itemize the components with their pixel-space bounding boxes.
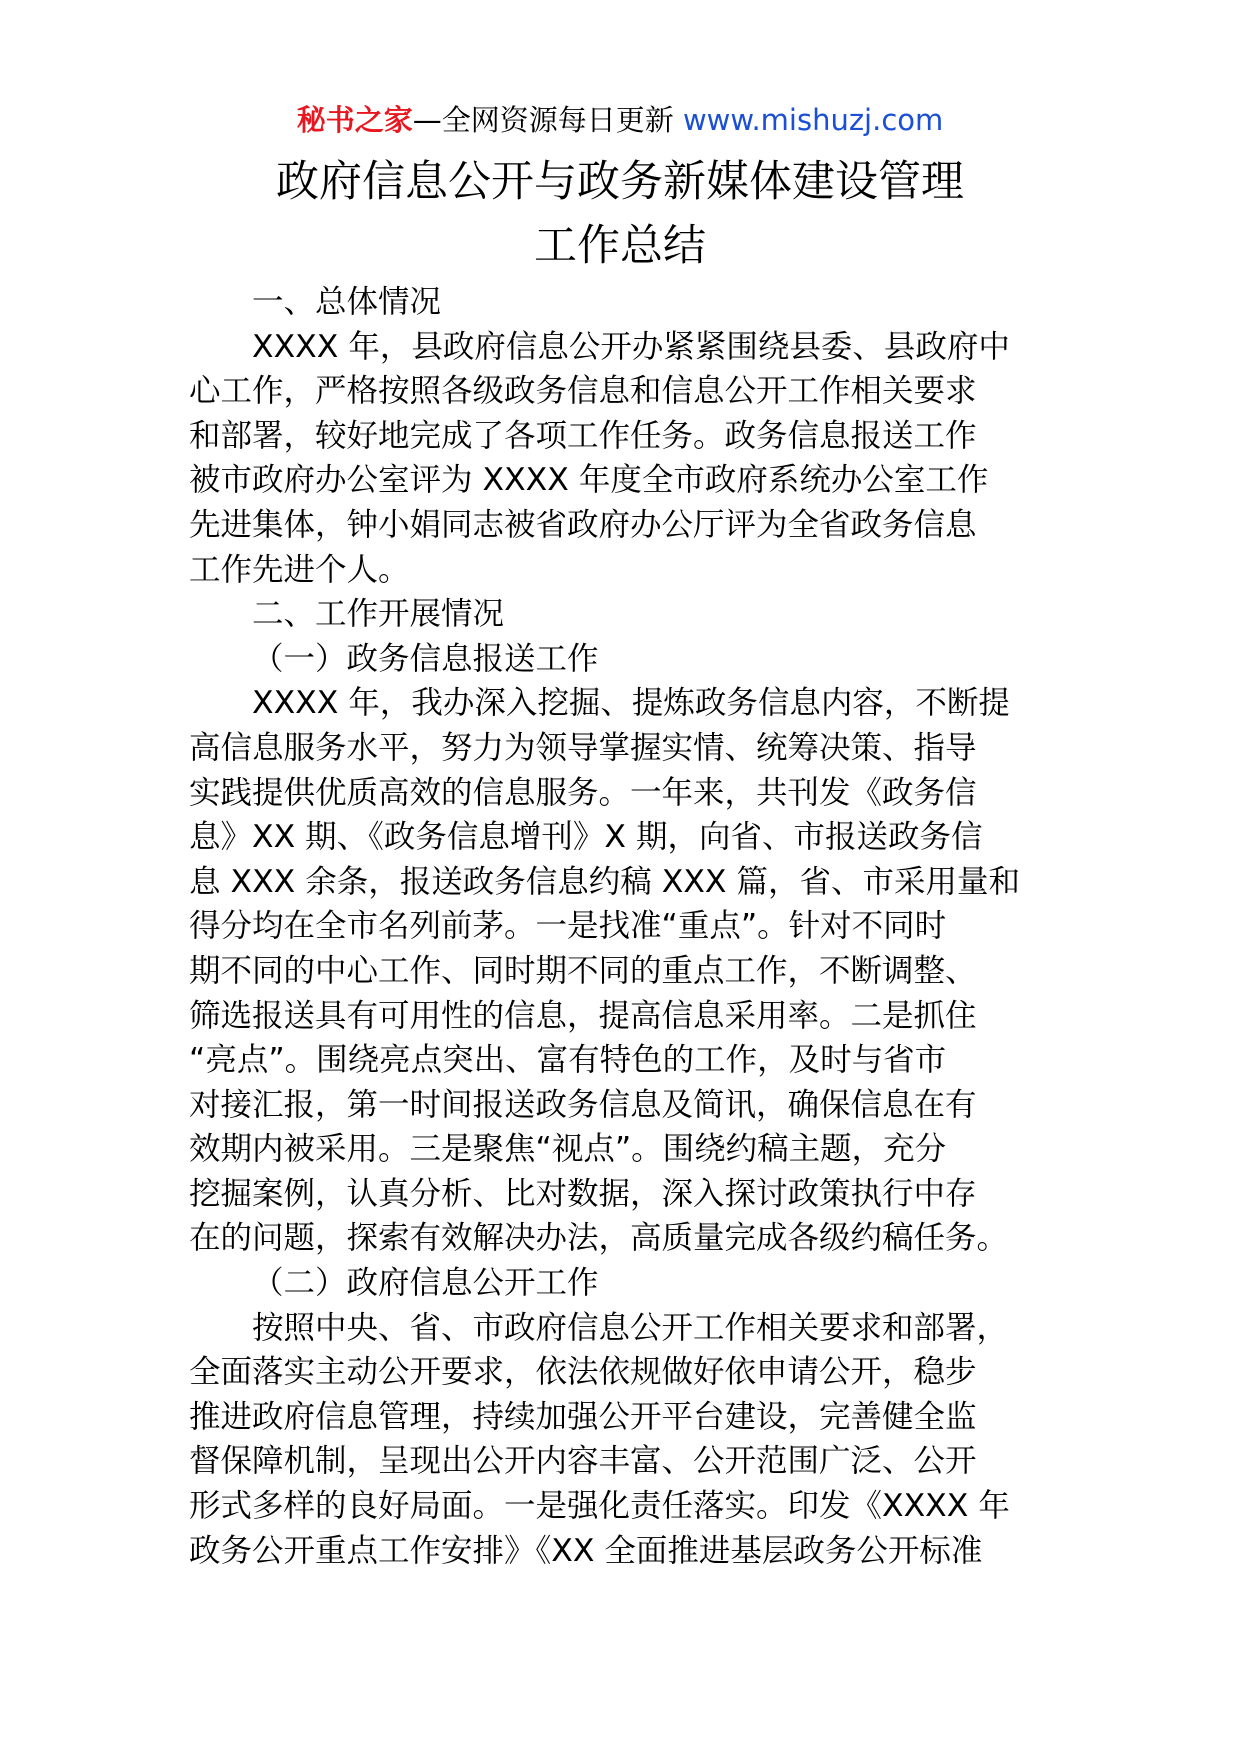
paragraph-line: 实践提供优质高效的信息服务。一年来，共刊发《政务信 (189, 774, 977, 811)
section-heading: 一、总体情况 (252, 284, 442, 320)
section-heading: 二、工作开展情况 (252, 596, 505, 633)
paragraph-line: 按照中央、省、市政府信息公开工作相关要求和部署， (252, 1309, 1009, 1346)
paragraph-line: 工作先进个人。 (189, 551, 410, 588)
document-title-line-2: 工作总结 (534, 221, 706, 271)
paragraph-line: 全面落实主动公开要求，依法依规做好依申请公开，稳步 (189, 1354, 977, 1391)
paragraph-line: 政务公开重点工作安排》《XX 全面推进基层政务公开标准 (189, 1532, 983, 1569)
paragraph-line: 在的问题，探索有效解决办法，高质量完成各级约稿任务。 (189, 1220, 1009, 1257)
paragraph-line: 推进政府信息管理，持续加强公开平台建设，完善健全监 (189, 1398, 977, 1435)
subsection-heading: （一）政务信息报送工作 (252, 640, 599, 677)
header-tagline: —全网资源每日更新 (412, 103, 674, 137)
paragraph-line: 期不同的中心工作、同时期不同的重点工作，不断调整、 (189, 952, 977, 989)
paragraph-line: 形式多样的良好局面。一是强化责任落实。印发《XXXX 年 (189, 1488, 1010, 1525)
subsection-heading: （二）政府信息公开工作 (252, 1265, 599, 1302)
paragraph-line: 挖掘案例，认真分析、比对数据，深入探讨政策执行中存 (189, 1175, 977, 1212)
paragraph-line: 筛选报送具有可用性的信息，提高信息采用率。二是抓住 (189, 997, 977, 1034)
paragraph-line: 息 XXX 余条，报送政务信息约稿 XXX 篇，省、市采用量和 (189, 863, 1021, 900)
brand-name: 秘书之家 (296, 103, 413, 137)
paragraph-line: 息》XX 期、《政务信息增刊》X 期，向省、市报送政务信 (189, 819, 983, 856)
paragraph-line: 效期内被采用。三是聚焦“视点”。围绕约稿主题，充分 (189, 1131, 947, 1168)
paragraph-line: 被市政府办公室评为 XXXX 年度全市政府系统办公室工作 (189, 462, 989, 499)
document-title-line-1: 政府信息公开与政务新媒体建设管理 (276, 157, 964, 207)
paragraph-line: XXXX 年，县政府信息公开办紧紧围绕县委、县政府中 (252, 328, 1010, 365)
paragraph-line: 先进集体，钟小娟同志被省政府办公厅评为全省政务信息 (189, 506, 977, 543)
site-header (0, 100, 1240, 140)
paragraph-line: 督保障机制，呈现出公开内容丰富、公开范围广泛、公开 (189, 1443, 977, 1480)
paragraph-line: 得分均在全市名列前茅。一是找准“重点”。针对不同时 (189, 908, 947, 945)
paragraph-line: 高信息服务水平，努力为领导掌握实情、统筹决策、指导 (189, 729, 977, 766)
paragraph-line: 和部署，较好地完成了各项工作任务。政务信息报送工作 (189, 417, 977, 454)
paragraph-line: XXXX 年，我办深入挖掘、提炼政务信息内容，不断提 (252, 685, 1010, 722)
document-body (189, 280, 1059, 1573)
paragraph-line: 对接汇报，第一时间报送政务信息及简讯，确保信息在有 (189, 1086, 977, 1123)
paragraph-line: 心工作，严格按照各级政务信息和信息公开工作相关要求 (189, 373, 977, 410)
paragraph-line: “亮点”。围绕亮点突出、富有特色的工作，及时与省市 (189, 1042, 947, 1079)
site-url-link[interactable]: www.mishuzj.com (682, 103, 944, 137)
